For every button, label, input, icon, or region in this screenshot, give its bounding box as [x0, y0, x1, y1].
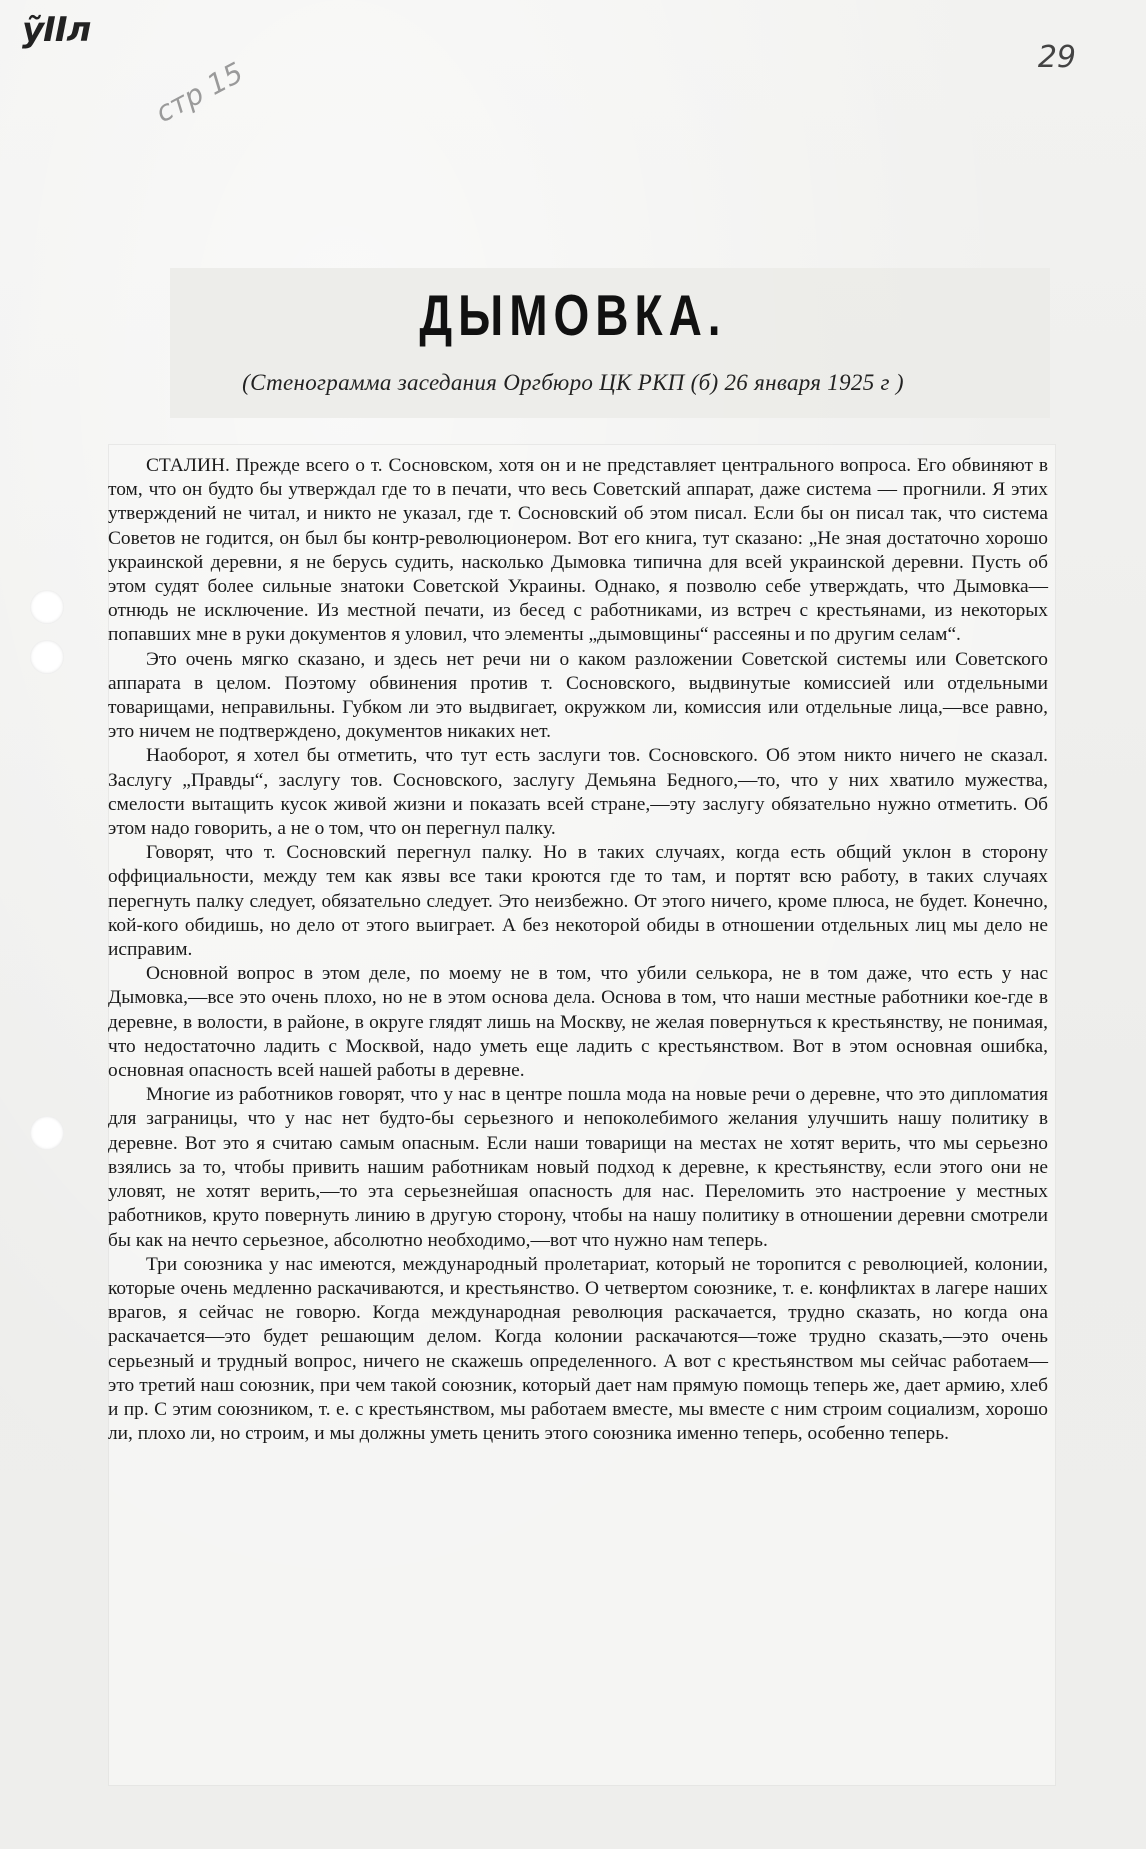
pencil-page-note: стр 15	[150, 55, 249, 130]
document-subtitle: (Стенограмма заседания Оргбюро ЦК РКП (б) 26 января 1925 г )	[242, 370, 904, 395]
punch-hole	[30, 640, 64, 674]
paragraph: Наоборот, я хотел бы отметить, что тут есть заслуги тов. Сосновского. Об этом никто ничего не сказал. Заслугу „Правды“, заслугу тов. Сосновского, заслугу Демьяна Бедного,—то, что у них хватило мужества, смелости вытащить кусок живой жизни и показать всей стране,—эту заслугу обязательно нужно отметить. Об этом надо говорить, а не о том, что он перегнул палку.	[108, 745, 1048, 840]
handwritten-page-number: 29	[1037, 40, 1076, 75]
paragraph: Это очень мягко сказано, и здесь нет речи ни о каком разложении Советской системы или Советского аппарата в целом. Поэтому обвинения против т. Сосновского, выдвинутые комиссией или отдельными товарищами, неправильны. Губком ли это выдвигает, окружком ли, комиссия или отдельные лица,—все равно, это ничем не подтверждено, документов никаких нет.	[108, 648, 1048, 743]
paragraph: Говорят, что т. Сосновский перегнул палку. Но в таких случаях, когда есть общий уклон в сторону оффициальности, между тем как язвы все таки кроются где то там, и портят всю работу, в таких случаях перегнуть палку следует, обязательно следует. Это неизбежно. От этого ничего, кроме плюса, не будет. Конечно, кой-кого обидишь, но дело от этого выиграет. А без некоторой обиды в отношении отдельных лиц мы дело не исправим.	[108, 842, 1048, 961]
document-body	[108, 454, 1048, 1446]
paragraph: Три союзника у нас имеются, международный пролетариат, который не торопится с революцией, колонии, которые очень медленно раскачиваются, и крестьянство. О четвертом союзнике, т. е. конфликтах в лагере наших врагов, я сейчас не говорю. Когда международная революция раскачается, трудно сказать, но когда она раскачается—это будет решающим делом. Когда колонии раскачаются—тоже трудно сказать,—это очень серьезный и трудный вопрос, ничего не скажешь определенного. А вот с крестьянством мы сейчас работаем—это третий наш союзник, при чем такой союзник, который дает нам прямую помощь теперь же, дает армию, хлеб и пр. С этим союзником, т. е. с крестьянством, мы работаем вместе, мы вместе с ним строим социализм, хорошо ли, плохо ли, но строим, и мы должны уметь ценить этого союзника именно теперь, особенно теперь.	[108, 1253, 1048, 1445]
paragraph: СТАЛИН. Прежде всего о т. Сосновском, хотя он и не представляет центрального вопроса. Его обвиняют в том, что он будто бы утверждал где то в печати, что весь Советский аппарат, даже система — прогнили. Я этих утверждений не читал, и никто не указал, где т. Сосновский об этом писал. Если бы он писал так, что система Советов не годится, он был бы контр-революционером. Вот его книга, тут сказано: „Не зная достаточно хорошо украинской деревни, я не берусь судить, насколько Дымовка типична для всей украинской деревни. Пусть об этом судят более сильные знатоки Советской Украины. Однако, я позволю себе утверждать, что Дымовка—отнюдь не исключение. Из местной печати, из бесед с работниками, из встреч с крестьянами, из некоторых попавших мне в руки документов я уловил, что элементы „дымовщины“ рассеяны и по другим селам“.	[108, 455, 1048, 646]
punch-hole	[30, 590, 64, 624]
document-title: ДЫМОВКА.	[419, 282, 727, 348]
punch-hole	[30, 1116, 64, 1150]
paragraph: Основной вопрос в этом деле, по моему не в том, что убили селькора, не в том даже, что есть у нас Дымовка,—все это очень плохо, но не в этом основа дела. Основа в том, что наши местные работники кое-где в деревне, в волости, в районе, в округе глядят лишь на Москву, не желая повернуться к крестьянству, не понимая, что недостаточно ладить с Москвой, надо уметь еще ладить с крестьянством. Вот в этом основная ошибка, основная опасность всей нашей работы в деревне.	[108, 963, 1048, 1082]
paragraph: Многие из работников говорят, что у нас в центре пошла мода на новые речи о деревне, что это дипломатия для заграницы, что у нас нет будто-бы серьезного и непоколебимого желания улучшить нашу политику в деревне. Вот это я считаю самым опасным. Если наши товарищи на местах не хотят верить, что мы серьезно взялись за то, чтобы привить нашим работникам новый подход к деревне, к крестьянству, если этого они не уловят, не хотят верить,—то эта серьезнейшая опасность для нас. Переломить это настроение у местных работников, круто повернуть линию в другую сторону, чтобы на нашу политику в отношении деревни смотрели бы как на нечто серьезное, абсолютно необходимо,—вот что нужно нам теперь.	[108, 1084, 1048, 1251]
handwritten-archive-mark: ỹIIл	[22, 10, 91, 50]
